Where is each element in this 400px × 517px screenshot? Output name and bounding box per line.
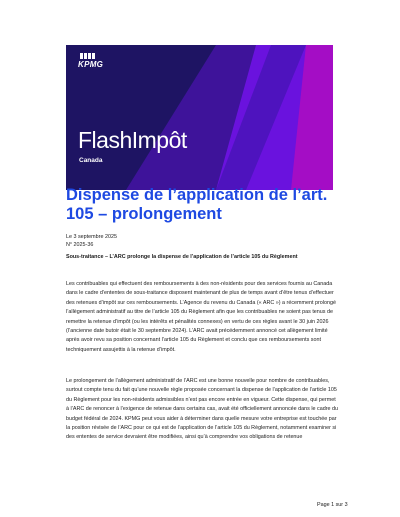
page-number: Page 1 sur 3 <box>317 502 348 508</box>
page-title: Dispense de l’application de l’art. 105 – prolongement <box>66 186 328 223</box>
brand-subtitle: Canada <box>79 157 103 164</box>
body-paragraph: Le prolongement de l’allègement administratif de l’ARC est une bonne nouvelle pour nombre de contribuables, surtout compte tenu du fait qu’une nouvelle règle proposée concernant la dispense de l’application de l’article 105 du Règlement pour les non-résidents admissibles n’est pas encore entrée en vigueur. Cette dispense, qui permet à l’ARC de renoncer à l’exigence de retenue dans certains cas, avait été officiellement annoncée dans le cadre du budget fédéral de 2024. KPMG peut vous aider à déterminer dans quelle mesure votre entreprise est touchée par la position révisée de l’ARC pour ce qui est de l’application de l’article 105 du Règlement, notamment examiner si des ententes de service devraient être modifiées, ainsi qu’à comprendre vos obligations de retenue <box>66 378 338 441</box>
lead-summary: Sous-traitance – L’ARC prolonge la dispense de l’application de l’article 105 du Règlement <box>66 254 298 260</box>
kpmg-logo <box>78 53 103 69</box>
logo-bars <box>80 53 103 59</box>
publication-meta <box>66 234 117 249</box>
publication-date: Le 3 septembre 2025 <box>66 234 117 240</box>
body-paragraph: Les contribuables qui effectuent des remboursements à des non-résidents pour des services fournis au Canada dans le cadre d’ententes de sous-traitance disposent maintenant de plus de temps avant d’être tenus d’effectuer des retenues d’impôt sur ces remboursements. L’Agence du revenu du Canada (« ARC ») a récemment prolongé l’allègement administratif au titre de l’article 105 du Règlement afin que les contribuables ne soient pas tenus de remettre la retenue d’impôt (ou les intérêts et pénalités connexes) en vertu de ces règles avant le 30 juin 2026 (l’ancienne date butoir était le 30 septembre 2024). L’ARC avait précédemment annoncé cet allègement limité après avoir revu sa position concernant l’article 105 du Règlement et conclu que ces remboursements sont techniquement assujettis à la retenue d’impôt. <box>66 281 336 353</box>
logo-text: KPMG <box>78 60 104 69</box>
brand-title: FlashImpôt <box>78 127 187 153</box>
publication-number: N° 2025-36 <box>66 241 94 248</box>
banner-graphic <box>66 45 333 190</box>
header-banner <box>66 45 333 190</box>
